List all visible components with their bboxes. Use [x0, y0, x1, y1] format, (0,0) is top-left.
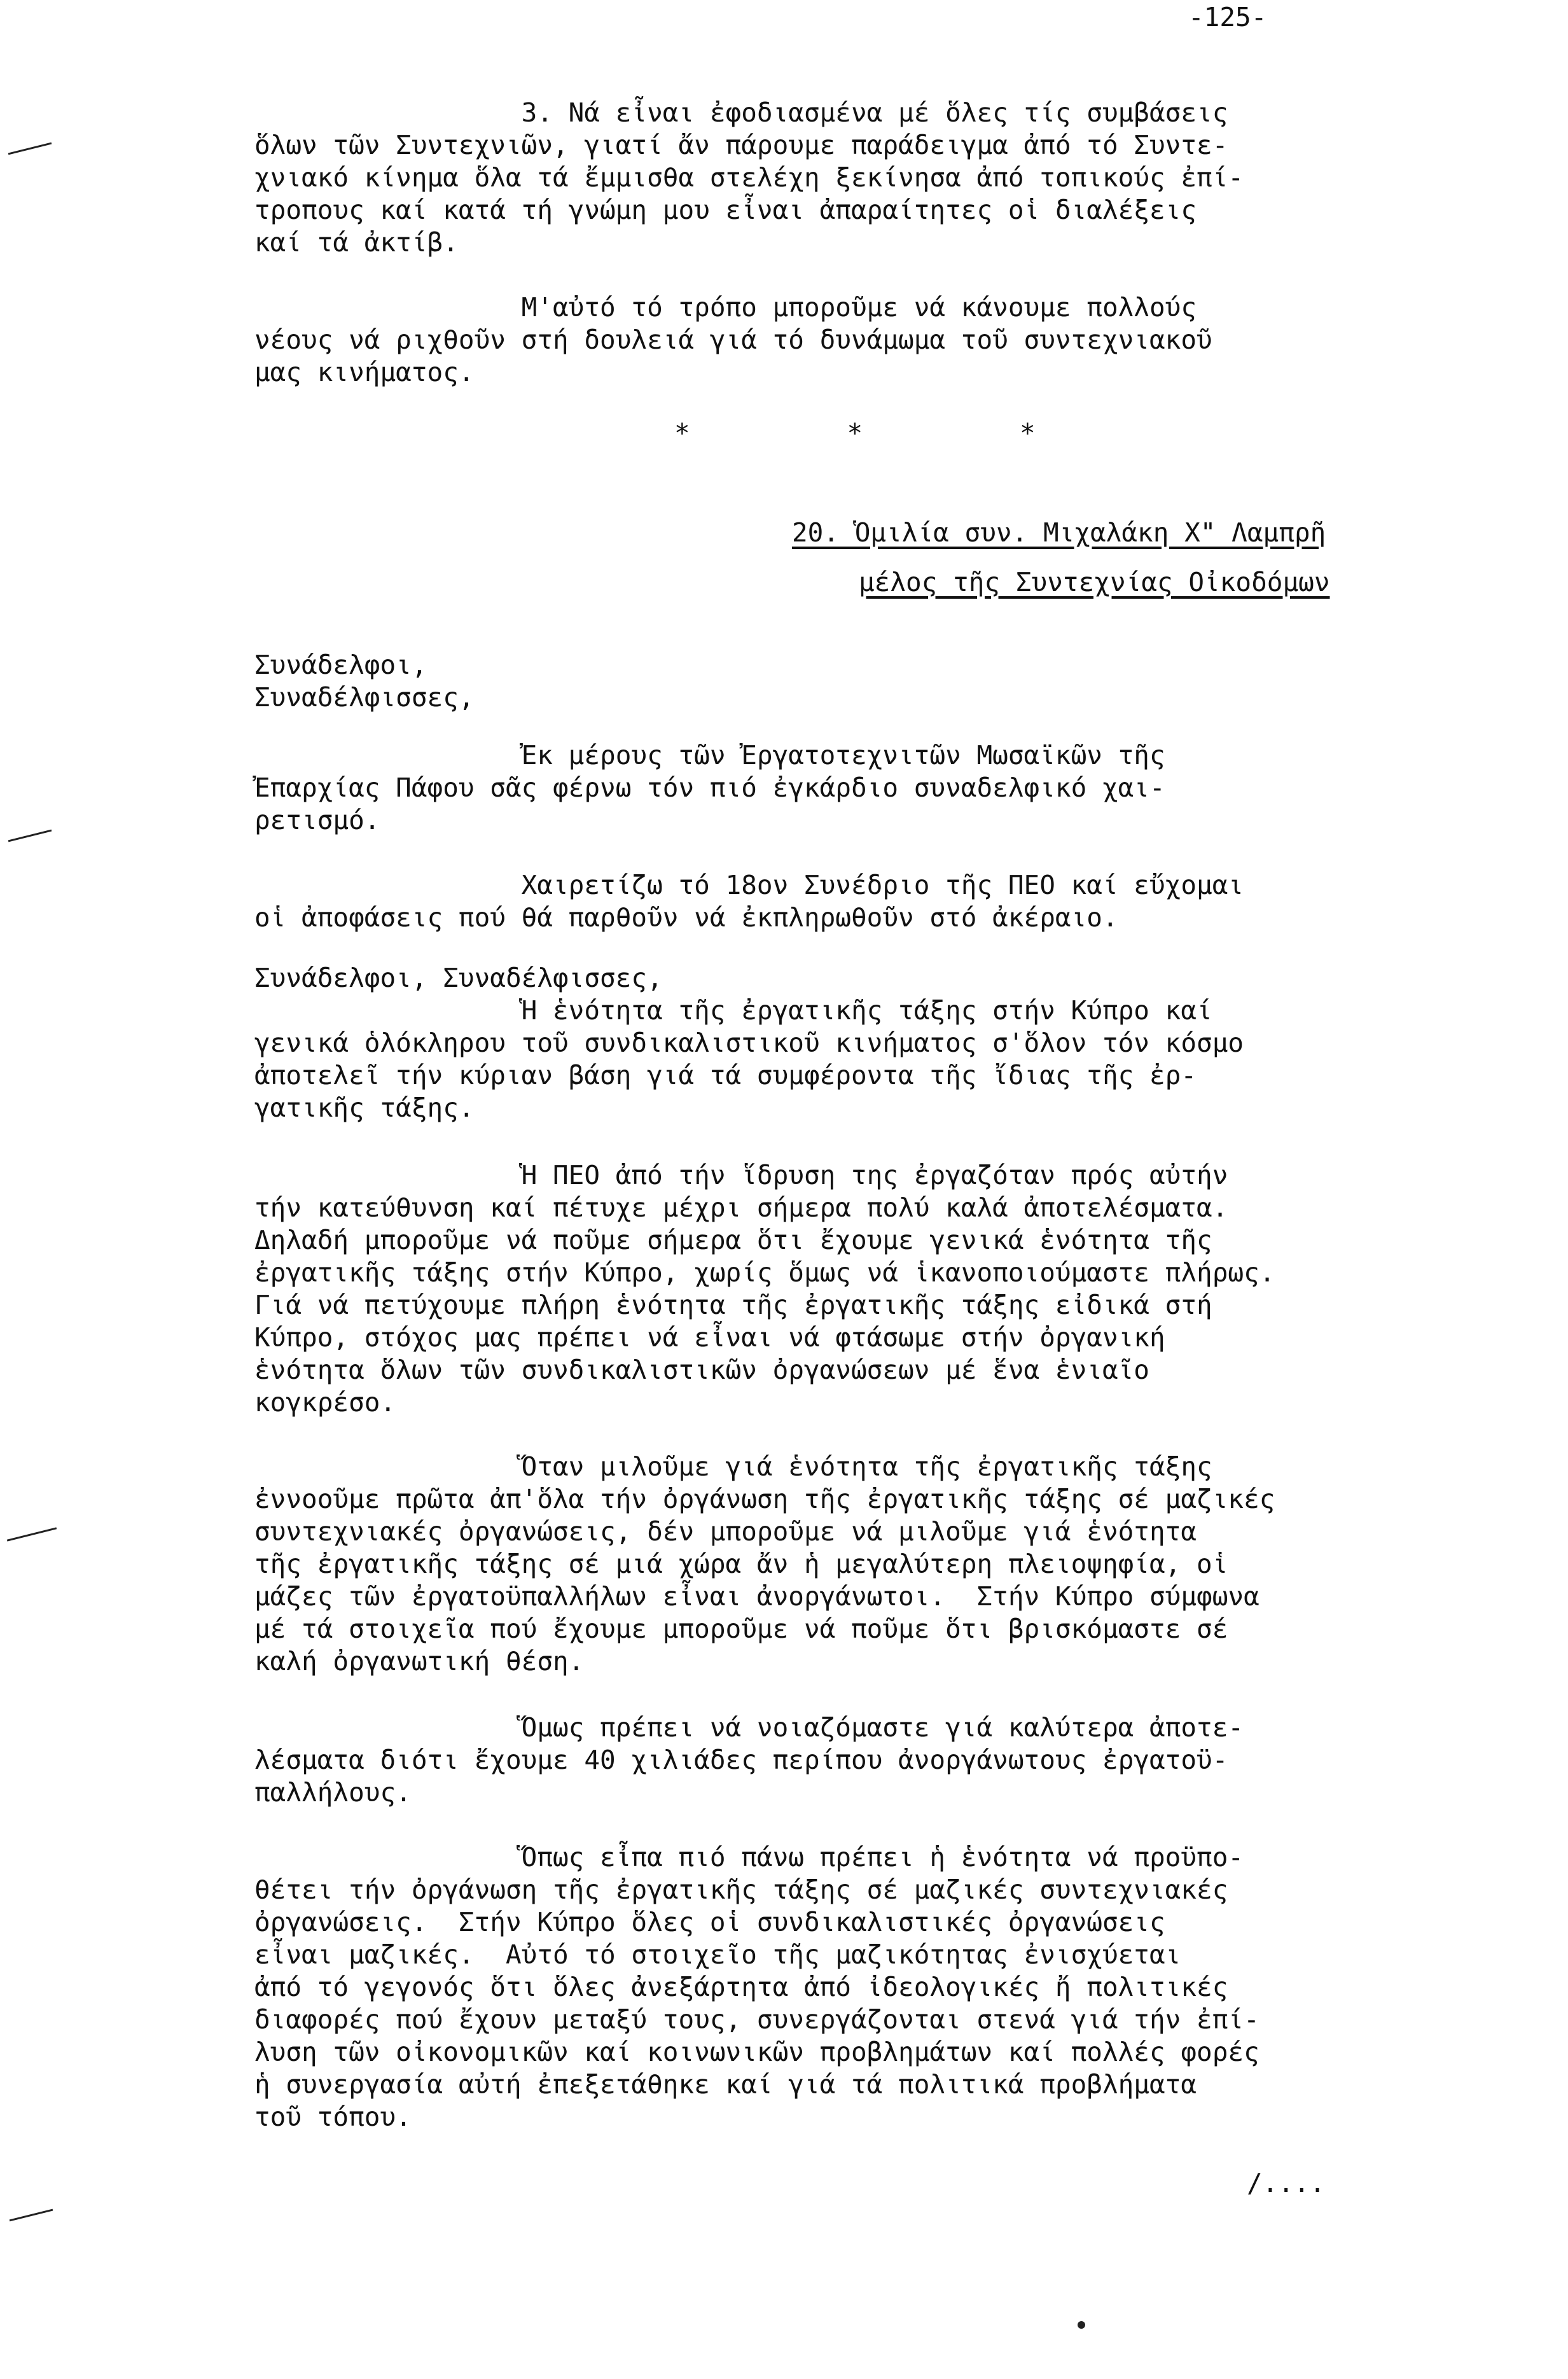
text-line: λυση τῶν οἰκονομικῶν καί κοινωνικῶν προβλημάτων καί πολλές φορές [254, 2037, 1259, 2067]
text-line: τροπους καί κατά τή γνώμη μου εἶναι ἀπαραίτητες οἱ διαλέξεις [254, 195, 1197, 225]
text-line: χνιακό κίνημα ὅλα τά ἔμμισθα στελέχη ξεκίνησα ἀπό τοπικούς ἐπί- [254, 162, 1244, 193]
text-line: Ὅμως πρέπει νά νοιαζόμαστε γιά καλύτερα ἀποτε- [254, 1712, 1244, 1743]
margin-mark [8, 143, 52, 155]
text-line: νέους νά ριχθοῦν στή δουλειά γιά τό δυνάμωμα τοῦ συντεχνιακοῦ [254, 324, 1212, 355]
paragraph [254, 1841, 1501, 2133]
text-line: θέτει τήν ὀργάνωση τῆς ἐργατικῆς τάξης σέ μαζικές συντεχνιακές [254, 1874, 1228, 1905]
text-line: μάζες τῶν ἐργατοϋπαλλήλων εἶναι ἀνοργάνωτοι. Στήν Κύπρο σύμφωνα [254, 1581, 1259, 1612]
page-number: -125- [1188, 2, 1267, 32]
text-line: καλή ὀργανωτική θέση. [254, 1646, 585, 1677]
text-line: συντεχνιακές ὀργανώσεις, δέν μποροῦμε νά μιλοῦμε γιά ἑνότητα [254, 1516, 1197, 1547]
text-line: ὅλων τῶν Συντεχνιῶν, γιατί ἄν πάρουμε παράδειγμα ἀπό τό Συντε- [254, 130, 1228, 160]
text-line: τῆς ἐργατικῆς τάξης σέ μιά χώρα ἄν ἡ μεγαλύτερη πλειοψηφία, οἱ [254, 1549, 1228, 1579]
text-line: Ὅπως εἶπα πιό πάνω πρέπει ἡ ἑνότητα νά προϋπο- [254, 1842, 1244, 1873]
text-line: μας κινήματος. [254, 357, 475, 387]
section-separator: * * * [674, 418, 1036, 449]
margin-mark [10, 2209, 53, 2222]
paragraph [254, 1712, 1501, 1809]
text-line: Ἐκ μέρους τῶν Ἐργατοτεχνιτῶν Μωσαϊκῶν τῆς [254, 740, 1165, 771]
text-line: Ἡ ΠΕΟ ἀπό τήν ἵδρυση της ἐργαζόταν πρός αὐτήν [254, 1160, 1228, 1190]
text-line: γατικῆς τάξης. [254, 1092, 475, 1123]
text-line: Ἡ ἑνότητα τῆς ἐργατικῆς τάξης στήν Κύπρο καί [254, 995, 1212, 1026]
text-line: κογκρέσο. [254, 1387, 396, 1418]
text-line: Μ'αὐτό τό τρόπο μποροῦμε νά κάνουμε πολλούς [254, 292, 1197, 323]
text-line: Κύπρο, στόχος μας πρέπει νά εἶναι νά φτάσωμε στήν ὀργανική [254, 1322, 1165, 1353]
text-line: 3. Νά εἶναι ἐφοδιασμένα μέ ὅλες τίς συμβάσεις [254, 97, 1228, 128]
text-line: οἱ ἀποφάσεις πού θά παρθοῦν νά ἐκπληρωθοῦν στό ἀκέραιο. [254, 902, 1118, 933]
text-line: Γιά νά πετύχουμε πλήρη ἑνότητα τῆς ἐργατικῆς τάξης εἰδικά στή [254, 1290, 1212, 1320]
text-line: ρετισμό. [254, 805, 380, 835]
continuation-mark: /.... [1247, 2168, 1326, 2198]
text-line: γενικά ὁλόκληρου τοῦ συνδικαλιστικοῦ κινήματος σ'ὅλον τόν κόσμο [254, 1028, 1244, 1058]
margin-mark [8, 830, 52, 842]
text-line: Ὅταν μιλοῦμε γιά ἑνότητα τῆς ἐργατικῆς τάξης [254, 1451, 1212, 1482]
text-line: ἀπό τό γεγονός ὅτι ὅλες ἀνεξάρτητα ἀπό ἰδεολογικές ἤ πολιτικές [254, 1972, 1228, 2002]
section-3-paragraph [254, 97, 1501, 259]
text-line: καί τά ἀκτίβ. [254, 227, 459, 258]
text-line: ἐργατικῆς τάξης στήν Κύπρο, χωρίς ὅμως νά ἱκανοποιούμαστε πλήρως. [254, 1257, 1275, 1288]
text-line: ἀποτελεῖ τήν κύριαν βάση γιά τά συμφέροντα τῆς ἴδιας τῆς ἐρ- [254, 1060, 1197, 1091]
text-line: μέ τά στοιχεῖα πού ἔχουμε μποροῦμε νά ποῦμε ὅτι βρισκόμαστε σέ [254, 1614, 1228, 1644]
paragraph [254, 739, 1501, 837]
text-line: ὀργανώσεις. Στήν Κύπρο ὅλες οἱ συνδικαλιστικές ὀργανώσεις [254, 1907, 1165, 1937]
text-line: παλλήλους. [254, 1777, 412, 1808]
text-line: ἑνότητα ὅλων τῶν συνδικαλιστικῶν ὀργανώσεων μέ ἕνα ἑνιαῖο [254, 1355, 1149, 1385]
text-line: διαφορές πού ἔχουν μεταξύ τους, συνεργάζονται στενά γιά τήν ἐπί- [254, 2004, 1259, 2035]
paragraph [254, 869, 1501, 934]
text-line: λέσματα διότι ἔχουμε 40 χιλιάδες περίπου ἀνοργάνωτους ἐργατοϋ- [254, 1745, 1228, 1775]
text-line: Χαιρετίζω τό 18ον Συνέδριο τῆς ΠΕΟ καί εὔχομαι [254, 870, 1244, 900]
speech-title: 20. Ὁμιλία συν. Μιχαλάκη Χ" Λαμπρῆ [792, 517, 1326, 548]
text-line: Συνάδελφοι, Συναδέλφισσες, [254, 963, 663, 993]
salutation [254, 649, 1501, 714]
paragraph [254, 1451, 1501, 1678]
text-line: Συνάδελφοι, [254, 650, 427, 680]
text-line: Ἐπαρχίας Πάφου σᾶς φέρνω τόν πιό ἐγκάρδιο συναδελφικό χαι- [254, 772, 1165, 803]
speech-subtitle: μέλος τῆς Συντεχνίας Οἰκοδόμων [859, 567, 1330, 597]
paragraph [254, 1159, 1501, 1419]
speck [1078, 2321, 1085, 2329]
text-line: τήν κατεύθυνση καί πέτυχε μέχρι σήμερα πολύ καλά ἀποτελέσματα. [254, 1192, 1228, 1223]
paragraph [254, 962, 1501, 1124]
paragraph [254, 291, 1501, 389]
text-line: ἐννοοῦμε πρῶτα ἀπ'ὅλα τήν ὀργάνωση τῆς ἐργατικῆς τάξης σέ μαζικές [254, 1484, 1275, 1514]
text-line: εἶναι μαζικές. Αὐτό τό στοιχεῖο τῆς μαζικότητας ἐνισχύεται [254, 1939, 1181, 1970]
margin-mark [7, 1527, 57, 1541]
text-line: ἡ συνεργασία αὐτή ἐπεξετάθηκε καί γιά τά πολιτικά προβλήματα [254, 2069, 1197, 2100]
text-line: τοῦ τόπου. [254, 2102, 412, 2132]
text-line: Συναδέλφισσες, [254, 682, 475, 713]
text-line: Δηλαδή μποροῦμε νά ποῦμε σήμερα ὅτι ἔχουμε γενικά ἑνότητα τῆς [254, 1225, 1212, 1255]
